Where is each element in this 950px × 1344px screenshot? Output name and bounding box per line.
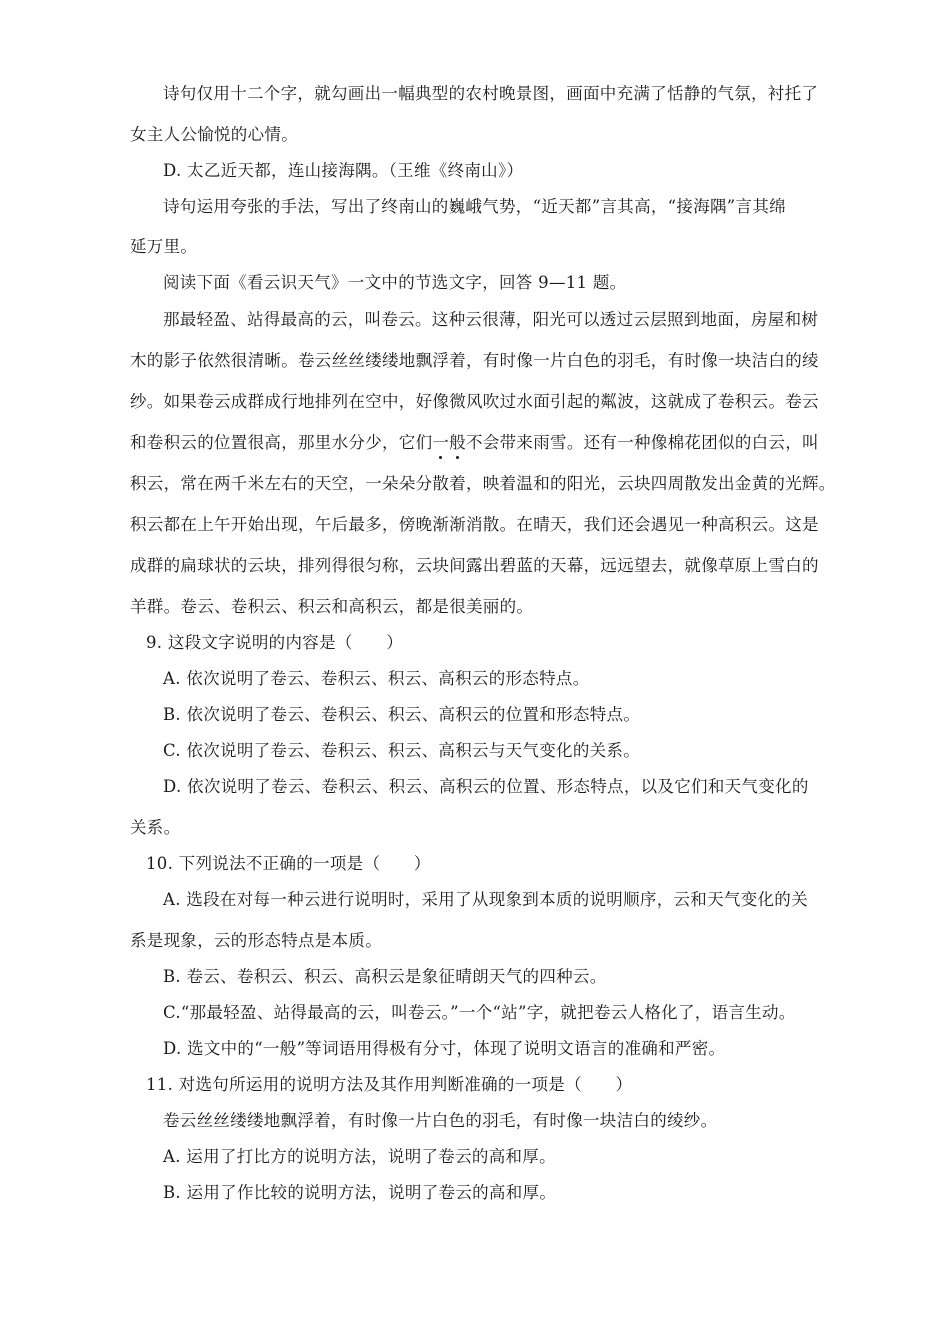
- question-11-option-b: B. 运用了作比较的说明方法，说明了卷云的高和厚。: [163, 1183, 557, 1202]
- passage-line-6: 积云都在上午开始出现，午后最多，傍晚渐渐消散。在晴天，我们还会遇见一种高积云。这是: [130, 515, 819, 534]
- question-11-option-a: A. 运用了打比方的说明方法，说明了卷云的高和厚。: [163, 1147, 556, 1166]
- question-9-option-b: B. 依次说明了卷云、卷积云、积云、高积云的位置和形态特点。: [163, 705, 641, 724]
- question-9-stem: 9. 这段文字说明的内容是（ ）: [146, 633, 404, 652]
- option-d-commentary-line-2: 延万里。: [130, 237, 198, 256]
- question-10-option-d: D. 选文中的“一般”等词语用得极有分寸，体现了说明文语言的准确和严密。: [163, 1039, 726, 1058]
- question-11-quoted-sentence: 卷云丝丝缕缕地飘浮着，有时像一片白色的羽毛，有时像一块洁白的绫纱。: [163, 1111, 718, 1130]
- question-11-stem: 11. 对选句所运用的说明方法及其作用判断准确的一项是（ ）: [146, 1075, 633, 1094]
- question-9-option-d-line-2: 关系。: [130, 818, 181, 837]
- emphasized-char-ban: 般: [449, 433, 467, 452]
- passage-line-2: 木的影子依然很清晰。卷云丝丝缕缕地飘浮着，有时像一片白色的羽毛，有时像一块洁白的绫: [130, 351, 819, 370]
- passage-line-4-start: 和卷积云的位置很高，那里水分少，它们: [130, 433, 433, 452]
- question-10-option-c: C.“那最轻盈、站得最高的云，叫卷云。”一个“站”字，就把卷云人格化了，语言生动。: [163, 1003, 796, 1022]
- question-9-option-a: A. 依次说明了卷云、卷积云、积云、高积云的形态特点。: [163, 669, 590, 688]
- option-d-poem: D. 太乙近天都，连山接海隅。（王维《终南山》）: [163, 161, 524, 180]
- passage-line-1: 那最轻盈、站得最高的云，叫卷云。这种云很薄，阳光可以透过云层照到地面，房屋和树: [163, 310, 819, 329]
- question-10-option-a-line-1: A. 选段在对每一种云进行说明时，采用了从现象到本质的说明顺序，云和天气变化的关: [163, 890, 808, 909]
- passage-line-8: 羊群。卷云、卷积云、积云和高积云，都是很美丽的。: [130, 597, 534, 616]
- question-9-option-d-line-1: D. 依次说明了卷云、卷积云、积云、高积云的位置、形态特点，以及它们和天气变化的: [163, 777, 809, 796]
- passage-line-4-end: 不会带来雨雪。还有一种像棉花团似的白云，叫: [466, 433, 819, 452]
- question-10-stem: 10. 下列说法不正确的一项是（ ）: [146, 854, 431, 873]
- passage-line-5: 积云，常在两千米左右的天空，一朵朵分散着，映着温和的阳光，云块四周散发出金黄的光辉。: [130, 474, 836, 493]
- passage-line-4: [130, 433, 819, 453]
- question-10-option-b: B. 卷云、卷积云、积云、高积云是象征晴朗天气的四种云。: [163, 967, 607, 986]
- question-10-option-a-line-2: 系是现象，云的形态特点是本质。: [130, 931, 382, 950]
- option-c-commentary-line-1: 诗句仅用十二个字，就勾画出一幅典型的农村晚景图，画面中充满了恬静的气氛，衬托了: [163, 84, 819, 103]
- option-c-commentary-line-2: 女主人公愉悦的心情。: [130, 125, 298, 144]
- emphasized-char-yi: 一: [432, 433, 450, 452]
- question-9-option-c: C. 依次说明了卷云、卷积云、积云、高积云与天气变化的关系。: [163, 741, 641, 760]
- reading-instruction: 阅读下面《看云识天气》一文中的节选文字，回答 9—11 题。: [163, 273, 627, 292]
- passage-line-7: 成群的扁球状的云块，排列得很匀称，云块间露出碧蓝的天幕，远远望去，就像草原上雪白的: [130, 556, 819, 575]
- option-d-commentary-line-1: 诗句运用夸张的手法，写出了终南山的巍峨气势，“近天都”言其高，“接海隅”言其绵: [163, 197, 786, 216]
- passage-line-3: 纱。如果卷云成群成行地排列在空中，好像微风吹过水面引起的粼波，这就成了卷积云。卷云: [130, 392, 819, 411]
